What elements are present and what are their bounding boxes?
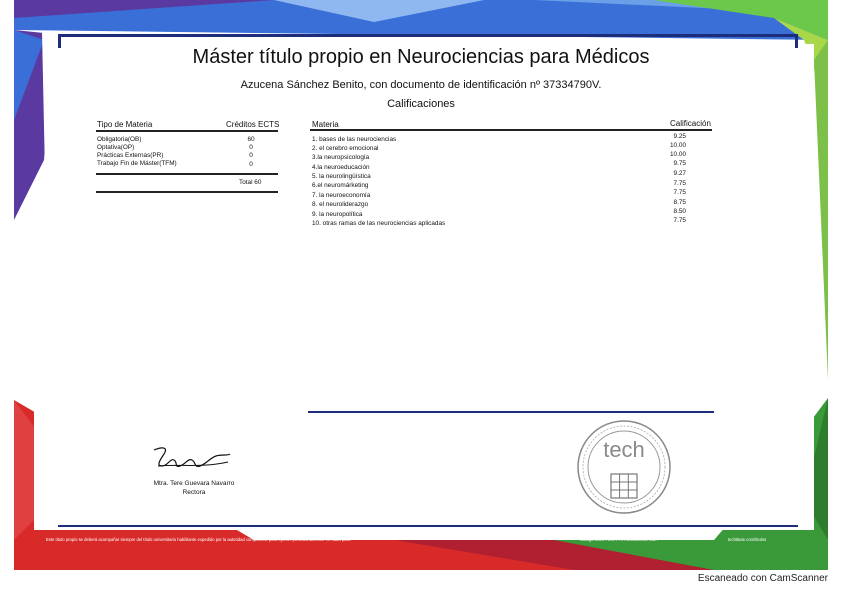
credits-header-rule <box>96 130 278 132</box>
signature-mark <box>150 444 234 474</box>
signatory-name: Mtra. Tere Guevara Navarro <box>153 480 235 487</box>
grades-header-grade: Calificación <box>670 119 711 128</box>
grades-row-grade: 8.50 <box>673 208 686 215</box>
frame-top-line <box>58 34 798 37</box>
certificate <box>14 0 828 570</box>
credits-row-type: Optativa(OP) <box>97 144 135 151</box>
frame-bottom-line <box>58 525 798 527</box>
credits-row-value: 60 <box>247 136 255 143</box>
grades-row-grade: 7.75 <box>673 217 686 224</box>
credits-header-type: Tipo de Materia <box>97 120 153 129</box>
grades-row-subject: 3.la neuropsicología <box>312 154 370 161</box>
credits-header-ects: Créditos ECTS <box>226 120 280 129</box>
grades-row-subject: 4.la neuroeducación <box>312 164 370 171</box>
section-title: Calificaciones <box>387 98 455 110</box>
seal-brand: tech <box>603 437 645 462</box>
credits-row-type: Prácticas Externas(PR) <box>97 152 164 159</box>
grades-row-subject: 2. el cerebro emocional <box>312 145 379 152</box>
grades-row-subject: 7. la neuroeconomía <box>312 192 371 199</box>
certificate-title: Máster título propio en Neurociencias para Médicos <box>192 46 650 68</box>
grades-row-grade: 9.27 <box>673 170 686 177</box>
credits-row-value: 0 <box>249 152 253 159</box>
grades-row-grade: 8.75 <box>673 199 686 206</box>
footer-code: Código único TECH: AFAJCCBCCBACZA <box>580 537 658 542</box>
credits-row-type: Obligatoria(OB) <box>97 136 142 143</box>
credits-total: Total 60 <box>239 179 262 186</box>
scanner-watermark: Escaneado con CamScanner <box>697 573 828 584</box>
grades-row-grade: 10.00 <box>670 142 686 149</box>
signatory-role: Rectora <box>182 489 206 496</box>
grades-row-subject: 1. bases de las neurociencias <box>312 136 397 143</box>
credits-row-value: 0 <box>249 144 253 151</box>
footer-legal: Este título propio se deberá acompañar siempre del título universitario habilitante expedido por la autoridad competente para ejercer profesionalmente en cada país. <box>46 537 351 542</box>
grades-header-rule <box>310 129 712 131</box>
grades-row-grade: 10.00 <box>670 151 686 158</box>
credits-total-rule <box>96 173 278 175</box>
credits-row-value: 0 <box>249 161 253 168</box>
grades-row-subject: 10. otras ramas de las neurociencias aplicadas <box>312 220 446 227</box>
grades-header-subject: Materia <box>312 120 339 129</box>
credits-row-type: Trabajo Fin de Máster(TFM) <box>97 160 177 167</box>
credits-bottom-rule <box>96 191 278 193</box>
tech-seal-icon <box>574 412 674 532</box>
grades-row-subject: 5. la neurolingüística <box>312 173 371 180</box>
grades-row-subject: 9. la neuropolítica <box>312 211 363 218</box>
grades-row-subject: 8. el neuroliderazgo <box>312 201 369 208</box>
grades-row-grade: 7.75 <box>673 180 686 187</box>
grades-row-grade: 9.75 <box>673 160 686 167</box>
grades-row-subject: 6.el neuromárketing <box>312 182 369 189</box>
footer-url: techtitute.com/titulos <box>728 537 767 542</box>
grades-row-grade: 7.75 <box>673 189 686 196</box>
recipient-line: Azucena Sánchez Benito, con documento de identificación nº 37334790V. <box>240 79 602 91</box>
grades-row-grade: 9.25 <box>673 133 686 140</box>
